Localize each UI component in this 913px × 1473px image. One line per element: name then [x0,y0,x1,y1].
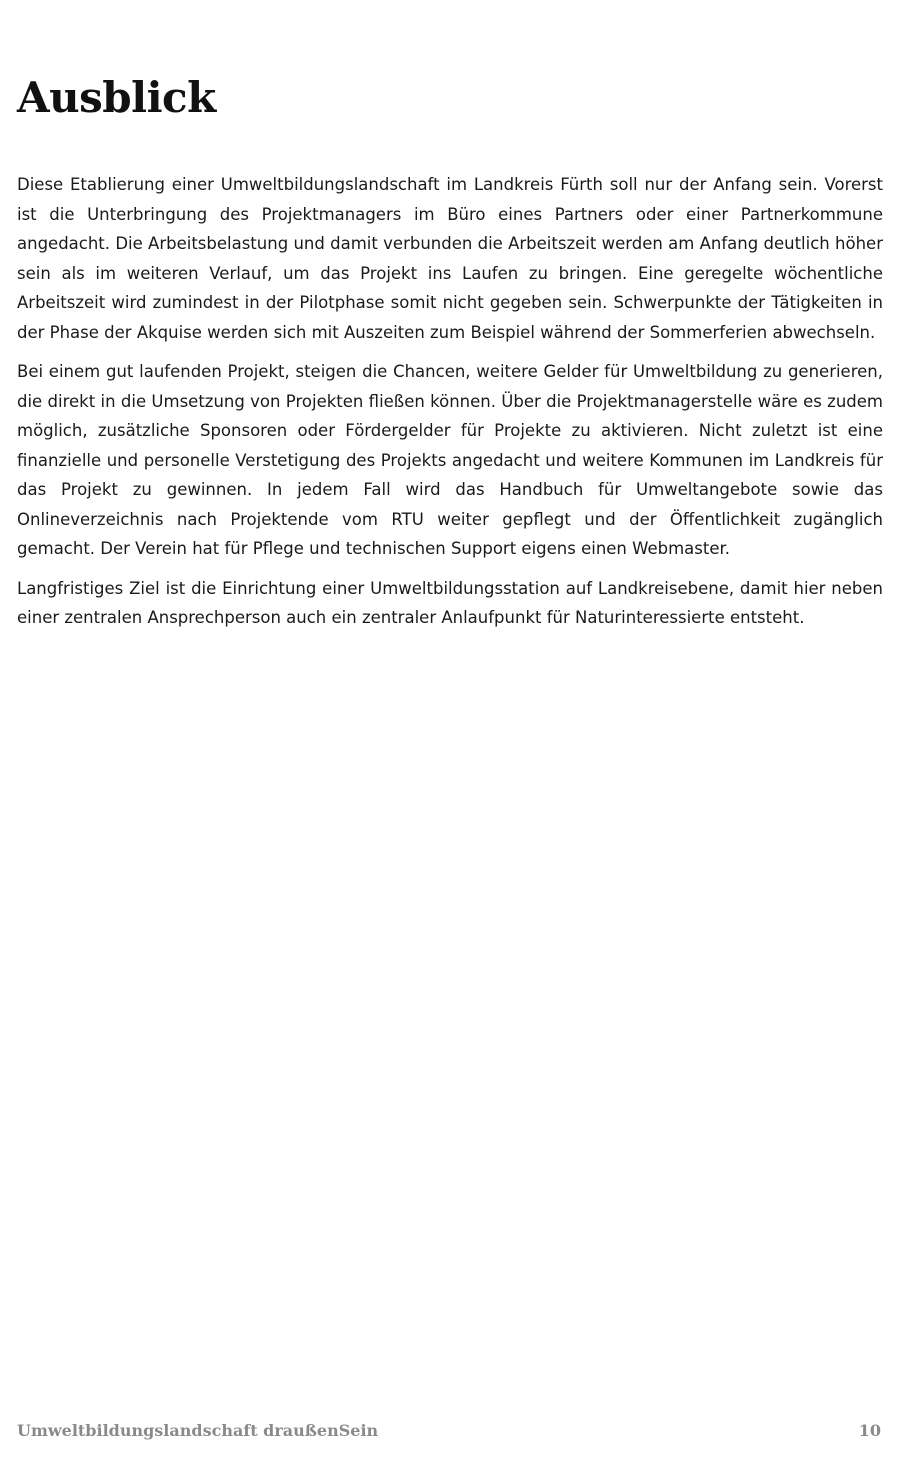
paragraph-funding: Bei einem gut laufenden Projekt, steigen die Chancen, weitere Gelder für Umweltbildung zu generieren, die direkt in die Umsetzung von Projekten fließen können. Über die Projektmanagerstelle wäre es zudem möglich, zusätzliche Sponsoren oder Fördergelder für Projekte zu aktivieren. Nicht zuletzt ist eine finanzielle und personelle Verstetigung des Projekts angedacht und weitere Kommunen im Landkreis für das Projekt zu gewinnen. In jedem Fall wird das Handbuch für Umweltangebote sowie das Onlineverzeichnis nach Projektende vom RTU weiter gepflegt und der Öffentlichkeit zugänglich gemacht. Der Verein hat für Pflege und technischen Support eigens einen Webmaster. [17,362,883,558]
footer-title: Umweltbildungslandschaft draußenSein [17,1421,379,1440]
page-title: Ausblick [17,73,216,122]
page-footer [17,1421,881,1445]
paragraph-long-term-goal: Langfristiges Ziel ist die Einrichtung einer Umweltbildungsstation auf Landkreisebene, damit hier neben einer zentralen Ansprechperson auch ein zentraler Anlaufpunkt für Naturinteressierte entsteht. [17,578,883,627]
paragraph-outlook-intro: Diese Etablierung einer Umweltbildungslandschaft im Landkreis Fürth soll nur der Anfang sein. Vorerst ist die Unterbringung des Projektmanagers im Büro eines Partners oder einer Partnerkommune angedacht. Die Arbeitsbelastung und damit verbunden die Arbeitszeit werden am Anfang deutlich höher sein als im weiteren Verlauf, um das Projekt ins Laufen zu bringen. Eine geregelte wöchentliche Arbeitszeit wird zumindest in der Pilotphase somit nicht gegeben sein. Schwerpunkte der Tätigkeiten in der Phase der Akquise werden sich mit Auszeiten zum Beispiel während der Sommerferien abwechseln. [17,175,883,342]
body-text [17,170,883,643]
page-number: 10 [858,1421,881,1440]
